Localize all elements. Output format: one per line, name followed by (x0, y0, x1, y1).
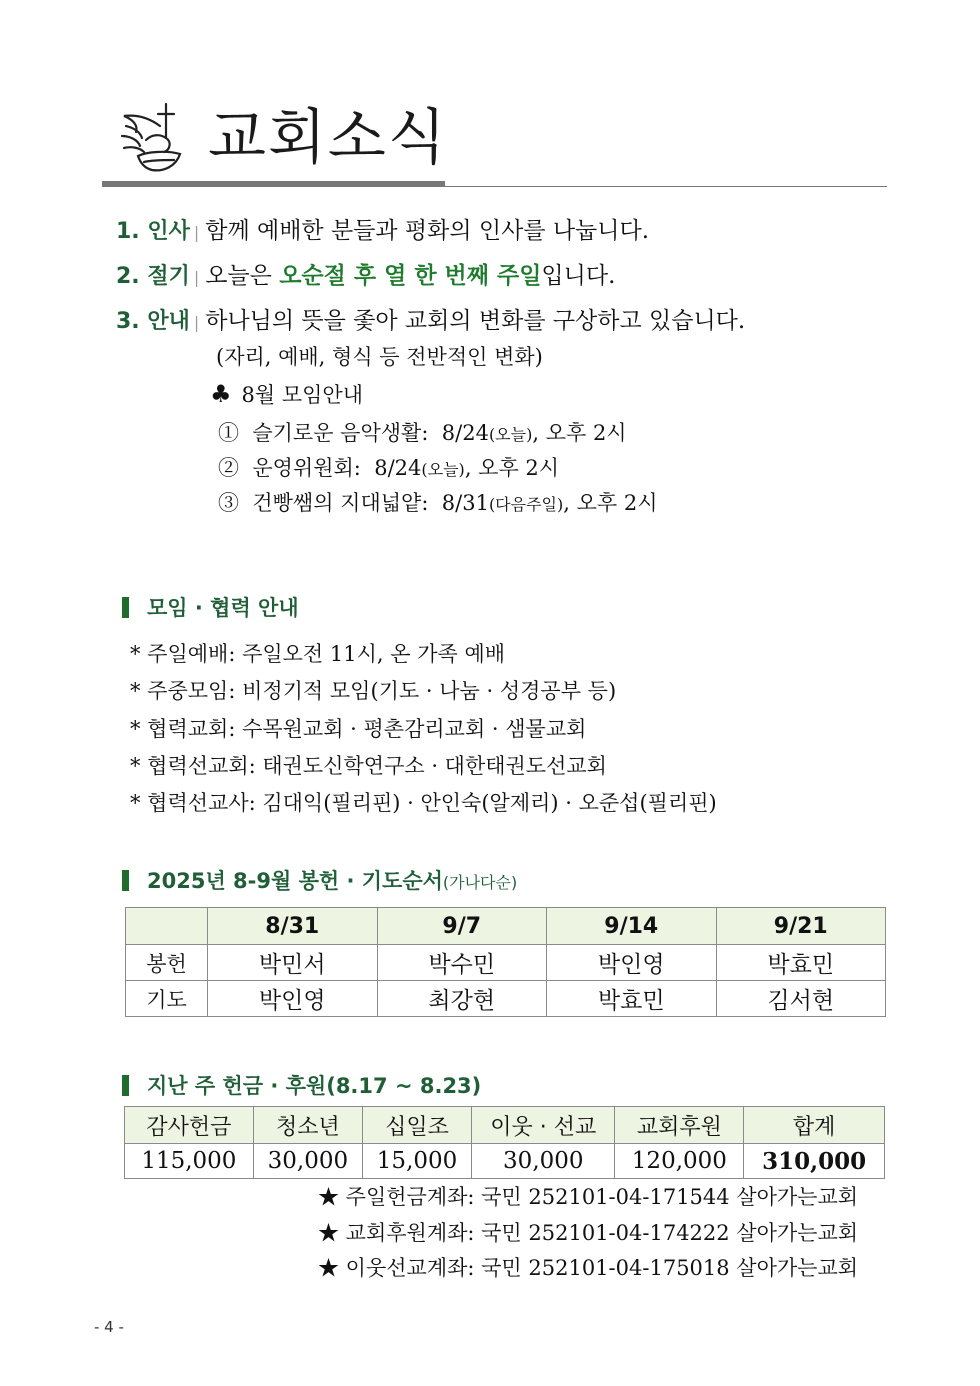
header-cell: 9/14 (547, 908, 717, 945)
title-accent-bar (102, 181, 445, 187)
meeting-date: 8/24 (441, 421, 489, 445)
list-item: * 협력선교사: 김대익(필리핀) · 안인숙(알제리) · 오준섭(필리핀) (130, 791, 717, 815)
table-cell: 15,000 (362, 1144, 471, 1179)
table-cell: 박수민 (377, 945, 547, 981)
notice-guide (116, 306, 745, 338)
table-cell: 최강현 (377, 981, 547, 1017)
meeting-time: , 오후 2시 (464, 456, 560, 480)
notice-text: 하나님의 뜻을 좇아 교회의 변화를 구상하고 있습니다. (205, 308, 746, 334)
offering-heading (122, 1072, 481, 1100)
separator: | (193, 268, 200, 287)
section-marker (122, 597, 129, 618)
table-header-row (125, 1107, 885, 1144)
table-cell: 30,000 (472, 1144, 615, 1179)
meeting-number: ② (218, 456, 239, 480)
notice-text: 입니다. (541, 263, 616, 289)
list-item: * 협력선교회: 태권도신학연구소 · 대한태권도선교회 (130, 754, 607, 778)
meeting-name: 운영위원회: (252, 456, 361, 480)
account-line: ★ 주일헌금계좌: 국민 252101-04-171544 살아가는교회 (318, 1185, 859, 1209)
meeting-note: (오늘) (421, 460, 465, 479)
row-header: 봉헌 (126, 945, 208, 981)
notice-season (116, 261, 615, 293)
meeting-date: 8/31 (441, 491, 489, 515)
section-title: 모임 · 협력 안내 (147, 596, 299, 620)
table-cell: 박인영 (547, 945, 717, 981)
separator: | (193, 313, 200, 332)
meeting-item (218, 454, 559, 484)
account-line: ★ 교회후원계좌: 국민 252101-04-174222 살아가는교회 (318, 1221, 859, 1245)
meeting-time: , 오후 2시 (563, 491, 658, 515)
header-cell: 이웃 · 선교 (472, 1107, 615, 1144)
section-title: 지난 주 헌금 · 후원(8.17 ~ 8.23) (147, 1074, 482, 1098)
notice-greeting (116, 216, 649, 248)
header-cell: 감사헌금 (125, 1107, 254, 1144)
cooperation-heading (122, 594, 299, 622)
table-cell: 박효민 (716, 945, 886, 981)
header-cell: 8/31 (208, 908, 378, 945)
header-cell: 9/7 (377, 908, 547, 945)
notice-text: 함께 예배한 분들과 평화의 인사를 나눕니다. (205, 218, 650, 244)
table-cell: 120,000 (615, 1144, 744, 1179)
notice-label: 1. 인사 (116, 219, 190, 244)
total-cell: 310,000 (744, 1144, 885, 1179)
meeting-time: , 오후 2시 (532, 421, 627, 445)
schedule-table (125, 907, 886, 1017)
table-cell: 박민서 (208, 945, 378, 981)
section-title: 2025년 8-9월 봉헌 · 기도순서 (147, 869, 443, 893)
offering-table (124, 1106, 885, 1179)
header-cell (126, 908, 208, 945)
header-cell: 합계 (744, 1107, 885, 1144)
table-cell: 115,000 (125, 1144, 254, 1179)
separator: | (193, 223, 200, 242)
meeting-heading (210, 380, 363, 409)
meeting-number: ③ (218, 491, 239, 515)
table-row (126, 981, 886, 1017)
section-marker (122, 870, 129, 891)
meeting-item (218, 489, 658, 519)
section-note: (가나다순) (442, 873, 518, 892)
page-number: - 4 - (94, 1318, 124, 1336)
list-item: * 협력교회: 수목원교회 · 평촌감리교회 · 샘물교회 (130, 717, 587, 741)
meeting-name: 건빵쌤의 지대넓얕: (252, 491, 429, 515)
table-cell: 30,000 (253, 1144, 362, 1179)
meeting-note: (오늘) (488, 425, 533, 444)
section-marker (122, 1075, 129, 1096)
meeting-number: ① (218, 421, 239, 445)
meeting-date: 8/24 (374, 456, 422, 480)
notice-text: 오늘은 (205, 263, 280, 289)
header-cell: 십일조 (362, 1107, 471, 1144)
header-cell: 청소년 (253, 1107, 362, 1144)
table-cell: 박인영 (208, 981, 378, 1017)
dove-cross-logo-icon (116, 100, 188, 176)
row-header: 기도 (126, 981, 208, 1017)
list-item: * 주중모임: 비정기적 모임(기도 · 나눔 · 성경공부 등) (130, 679, 617, 703)
table-row (126, 945, 886, 981)
header-cell: 9/21 (716, 908, 886, 945)
account-line: ★ 이웃선교계좌: 국민 252101-04-175018 살아가는교회 (318, 1256, 859, 1280)
table-cell: 박효민 (547, 981, 717, 1017)
club-icon: ♣ (210, 380, 232, 408)
meeting-item (218, 419, 627, 449)
table-row (125, 1144, 885, 1179)
table-header-row (126, 908, 886, 945)
header-cell: 교회후원 (615, 1107, 744, 1144)
page-title: 교회소식 (208, 103, 448, 173)
guide-detail: (자리, 예배, 형식 등 전반적인 변화) (216, 345, 543, 369)
meeting-name: 슬기로운 음악생활: (252, 421, 429, 445)
season-highlight: 오순절 후 열 한 번째 주일 (279, 262, 542, 289)
notice-label: 2. 절기 (116, 264, 190, 289)
schedule-heading (122, 867, 517, 897)
table-cell: 김서현 (716, 981, 886, 1017)
notice-label: 3. 안내 (116, 309, 190, 334)
meeting-note: (다음주일) (488, 495, 564, 514)
meeting-title: 8월 모임안내 (241, 383, 363, 407)
list-item: * 주일예배: 주일오전 11시, 온 가족 예배 (130, 642, 506, 666)
